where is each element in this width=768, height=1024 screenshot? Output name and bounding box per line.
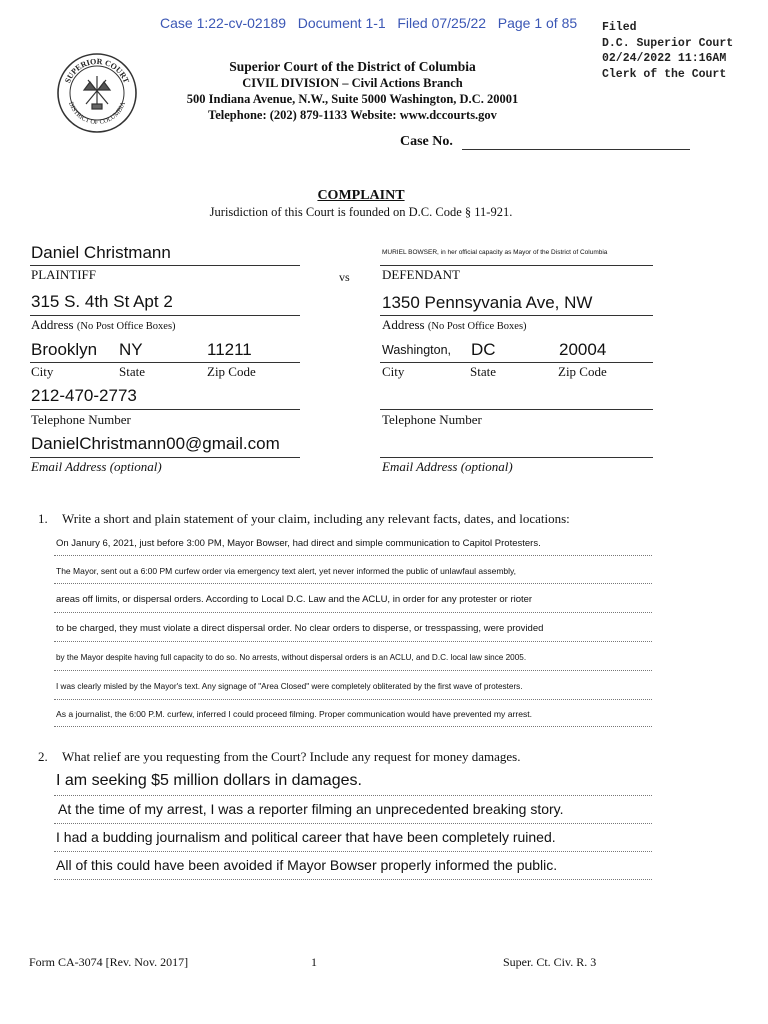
address-note: (No Post Office Boxes) [76, 321, 176, 332]
q1-rule [54, 699, 652, 700]
court-header [160, 59, 545, 123]
q1-rule [54, 670, 652, 671]
defendant-state-label: State [470, 364, 496, 379]
q1-rule [54, 726, 652, 727]
q1-rule [54, 555, 652, 556]
defendant-city-label: City [382, 364, 405, 379]
plaintiff-address-label [31, 317, 176, 333]
plaintiff-state-label: State [119, 364, 145, 379]
q2-number: 2. [38, 749, 48, 764]
vs-label: vs [339, 270, 350, 284]
defendant-phone-line [380, 409, 653, 410]
court-address: 500 Indiana Avenue, N.W., Suite 5000 Washington, D.C. 20001 [186, 92, 519, 106]
plaintiff-city: Brooklyn [31, 340, 98, 359]
complaint-title: COMPLAINT [317, 188, 405, 203]
plaintiff-phone-label: Telephone Number [31, 412, 131, 427]
address-label: Address [31, 317, 74, 332]
court-name: Superior Court of the District of Columbia [229, 59, 476, 74]
defendant-state: DC [471, 340, 496, 359]
q2-line: All of this could have been avoided if Mayor Bowser properly informed the public. [56, 857, 558, 873]
defendant-city: Washington, [382, 343, 452, 357]
address-label: Address [382, 317, 425, 332]
footer-form: Form CA-3074 [Rev. Nov. 2017] [29, 955, 189, 969]
q1-line: The Mayor, sent out a 6:00 PM curfew order via emergency text alert, yet never informed the public of unlawfaul assembly, [56, 566, 517, 576]
jurisdiction-text: Jurisdiction of this Court is founded on D.C. Code § 11-921. [209, 205, 513, 219]
plaintiff-role-label: PLAINTIFF [31, 267, 97, 282]
q2-rule [54, 851, 652, 852]
filed-stamp [602, 20, 733, 82]
defendant-name: MURIEL BOWSER, in her official capacity as Mayor of the District of Columbia [382, 249, 608, 256]
footer-page-number: 1 [311, 955, 317, 969]
defendant-zip: 20004 [559, 340, 607, 359]
q2-line: At the time of my arrest, I was a reporter filming an unprecedented breaking story. [58, 801, 564, 817]
plaintiff-city-line [30, 362, 300, 363]
court-contact: Telephone: (202) 879-1133 Website: www.dccourts.gov [208, 108, 497, 122]
defendant-phone-label: Telephone Number [382, 412, 482, 427]
case-no-line [462, 149, 690, 150]
plaintiff-email-line [30, 457, 300, 458]
plaintiff-state: NY [119, 340, 143, 359]
q2-line: I had a budding journalism and political career that have been completely ruined. [56, 829, 556, 845]
q2-rule [54, 823, 652, 824]
q1-line: to be charged, they must violate a direct dispersal order. No clear orders to disperse, or tresspassing, were provided [56, 623, 544, 634]
plaintiff-phone: 212-470-2773 [31, 386, 137, 405]
filed-stamp-line: 02/24/2022 11:16AM [602, 52, 727, 65]
plaintiff-zip-label: Zip Code [207, 364, 256, 379]
q1-line: I was clearly misled by the Mayor's text. Any signage of "Area Closed" were completely obliterated by the first wave of protesters. [56, 682, 523, 691]
defendant-address-line [380, 315, 653, 316]
address-note: (No Post Office Boxes) [427, 321, 527, 332]
plaintiff-name: Daniel Christmann [31, 243, 171, 262]
q1-number: 1. [38, 511, 48, 526]
footer-rule: Super. Ct. Civ. R. 3 [503, 955, 597, 969]
defendant-address: 1350 Pennsyvania Ave, NW [382, 293, 593, 312]
defendant-zip-label: Zip Code [558, 364, 607, 379]
q1-line: As a journalist, the 6:00 P.M. curfew, inferred I could proceed filming. Proper communication would have prevented my arrest. [56, 709, 533, 719]
q1-line: On Janury 6, 2021, just before 3:00 PM, Mayor Bowser, had direct and simple communication to Capitol Protesters. [56, 538, 541, 549]
defendant-role-label: DEFENDANT [382, 267, 460, 282]
plaintiff-email-label: Email Address (optional) [31, 459, 162, 474]
filed-stamp-line: Clerk of the Court [602, 67, 727, 81]
defendant-city-line [380, 362, 653, 363]
filed-stamp-line: Filed [602, 21, 637, 34]
q1-rule [54, 583, 652, 584]
plaintiff-name-line [30, 265, 300, 266]
defendant-email-line [380, 457, 653, 458]
plaintiff-phone-line [30, 409, 300, 410]
plaintiff-address-line [30, 315, 300, 316]
q1-prompt: Write a short and plain statement of your claim, including any relevant facts, dates, and locations: [62, 511, 570, 526]
q1-line: areas off limits, or dispersal orders. According to Local D.C. Law and the ACLU, in order for any protester or rioter [56, 594, 533, 605]
court-seal [56, 52, 138, 134]
q2-rule [54, 795, 652, 796]
plaintiff-address: 315 S. 4th St Apt 2 [31, 292, 173, 311]
defendant-address-label [382, 317, 527, 333]
plaintiff-city-label: City [31, 364, 54, 379]
defendant-email-label: Email Address (optional) [382, 459, 513, 474]
q1-rule [54, 612, 652, 613]
seal-top-text: SUPERIOR COURT [63, 56, 131, 85]
seal-bottom-text: DISTRICT OF COLUMBIA [67, 100, 127, 127]
q2-line: I am seeking $5 million dollars in damages. [56, 772, 362, 789]
q1-rule [54, 641, 652, 642]
court-division: CIVIL DIVISION – Civil Actions Branch [242, 76, 463, 90]
q2-prompt: What relief are you requesting from the Court? Include any request for money damages. [62, 749, 521, 764]
q2-rule [54, 879, 652, 880]
case-header-stamp: Case 1:22-cv-02189 Document 1-1 Filed 07/25/22 Page 1 of 85 [160, 15, 578, 31]
filed-stamp-line: D.C. Superior Court [602, 36, 734, 50]
q1-line: by the Mayor despite having full capacity to do so. No arrests, without dispersal orders is an ACLU, and D.C. local law since 2005. [56, 653, 527, 662]
case-no-label: Case No. [400, 134, 453, 149]
defendant-name-line [380, 265, 653, 266]
plaintiff-email: DanielChristmann00@gmail.com [31, 434, 280, 453]
plaintiff-zip: 11211 [207, 340, 252, 359]
